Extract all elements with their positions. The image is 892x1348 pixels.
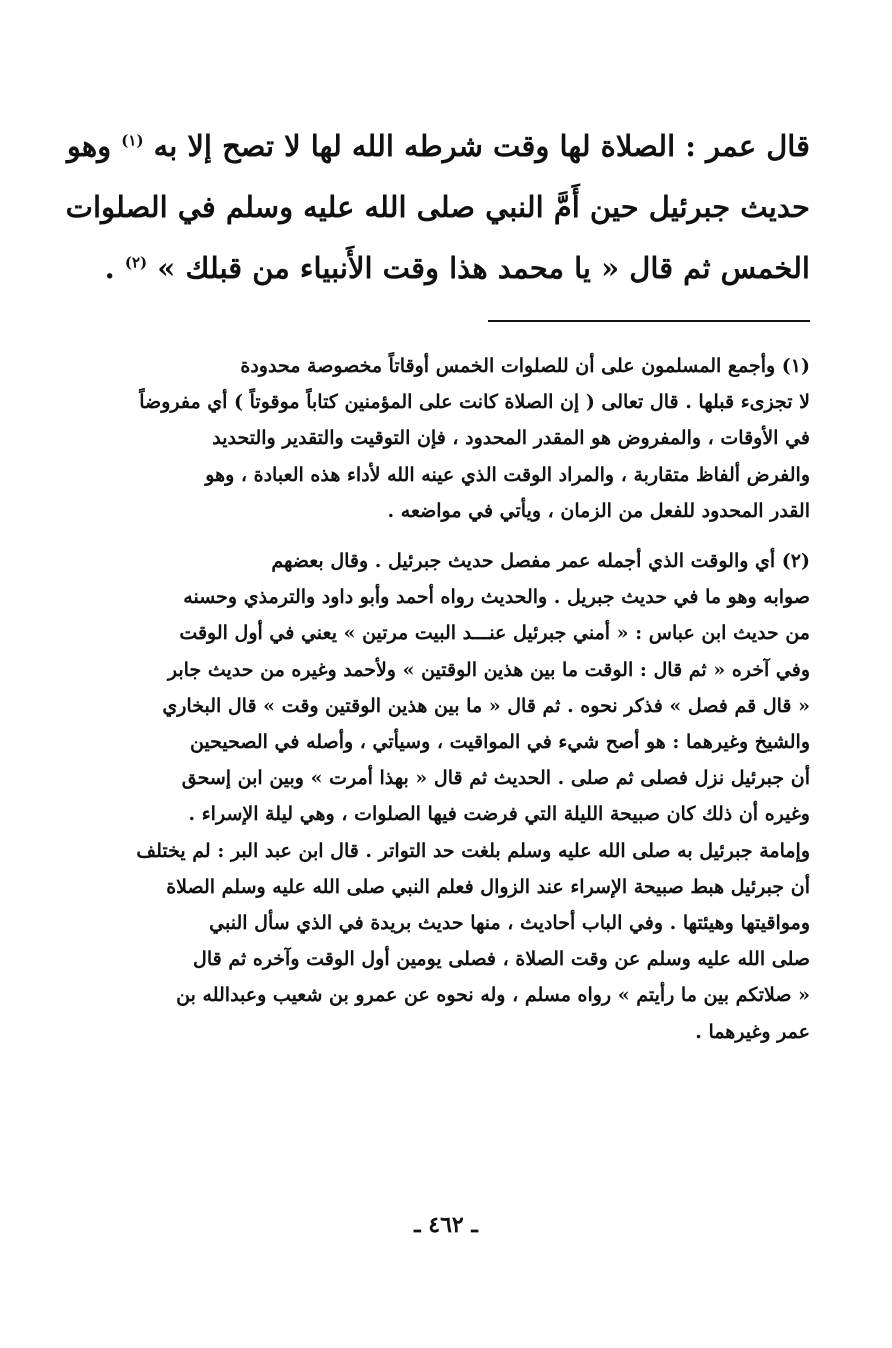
- footnote-line: « قال قم فصل » فذكر نحوه . ثم قال « ما بين هذين الوقتين وقت » قال البخاري: [162, 694, 810, 717]
- footnote-line: القدر المحدود للفعل من الزمان ، ويأتي في مواضعه .: [387, 499, 810, 522]
- footnote-line: ومواقيتها وهيئتها . وفي الباب أحاديث ، منها حديث بريدة في الذي سأل النبي: [209, 912, 810, 935]
- footnote-line: صوابه وهو ما في حديث جبريل . والحديث رواه أحمد وأبو داود والترمذي وحسنه: [183, 586, 810, 609]
- footnote-1: [72, 348, 810, 529]
- footnote-line: من حديث ابن عباس : « أمني جبرئيل عنـــد البيت مرتين » يعني في أول الوقت: [179, 622, 810, 645]
- footnote-line: أن جبرئيل نزل فصلى ثم صلى . الحديث ثم قال « بهذا أمرت » وبين ابن إسحق: [181, 767, 810, 790]
- footnote-marker-2: (٢): [124, 253, 148, 272]
- footnote-line: لا تجزىء قبلها . قال تعالى ( إن الصلاة كانت على المؤمنين كتاباً موقوتاً ) أي مفروضاً: [139, 391, 810, 414]
- footnote-2: [72, 543, 810, 1050]
- footnote-line: (٢) أي والوقت الذي أجمله عمر مفصل حديث جبرئيل . وقال بعضهم: [271, 550, 810, 573]
- page-number: ـ ٤٦٢ ـ: [414, 1212, 478, 1238]
- footnote-line: وغيره أن ذلك كان صبيحة الليلة التي فرضت فيها الصلوات ، وهي ليلة الإسراء .: [188, 803, 810, 826]
- main-line-3: الخمس ثم قال « يا محمد هذا وقت الأَنبياء من قبلك » $^{(٢)}$ .: [104, 251, 810, 285]
- footnote-line: « صلاتكم بين ما رأيتم » رواه مسلم ، وله نحوه عن عمرو بن شعيب وعبدالله بن: [176, 984, 810, 1007]
- footnote-marker-1: (١): [121, 131, 144, 150]
- footnote-line: صلى الله عليه وسلم عن وقت الصلاة ، فصلى يومين أول الوقت وآخره ثم قال: [193, 948, 810, 971]
- footnote-line: أن جبرئيل هبط صبيحة الإسراء عند الزوال فعلم النبي صلى الله عليه وسلم الصلاة: [166, 875, 810, 898]
- footnote-line: (١) وأجمع المسلمون على أن للصلوات الخمس أوقاتاً مخصوصة محدودة: [240, 355, 810, 377]
- footnote-separator: [488, 320, 810, 322]
- main-text: [65, 116, 810, 299]
- footnote-line: وفي آخره « ثم قال : الوقت ما بين هذين الوقتين » ولأحمد وغيره من حديث جابر: [167, 658, 810, 681]
- footnotes: [72, 348, 810, 1064]
- main-line-2: حديث جبرئيل حين أَمَّ النبي صلى الله عليه وسلم في الصلوات: [65, 190, 810, 224]
- footnote-line: والشيخ وغيرهما : هو أصح شيء في المواقيت ، وسيأتي ، وأصله في الصحيحين: [189, 731, 810, 754]
- main-line-1: قال عمر : الصلاة لها وقت شرطه الله لها لا تصح إلا به $^{(١)}$ وهو: [66, 129, 810, 163]
- footnote-line: والفرض ألفاظ متقاربة ، والمراد الوقت الذي عينه الله لأداء هذه العبادة ، وهو: [205, 463, 810, 486]
- footnote-line: عمر وغيرهما .: [695, 1020, 810, 1043]
- footnote-line: وإمامة جبرئيل به صلى الله عليه وسلم بلغت حد التواتر . قال ابن عبد البر : لم يختلف: [136, 839, 810, 862]
- footnote-line: في الأوقات ، والمفروض هو المقدر المحدود ، فإن التوقيت والتقدير والتحديد: [212, 427, 810, 450]
